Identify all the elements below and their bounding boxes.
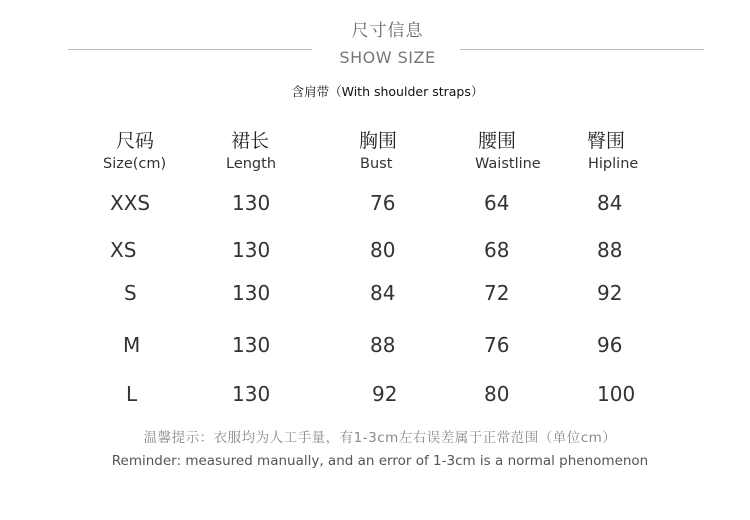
cell-hip-l: 100 — [597, 382, 636, 406]
shoulder-strap-note: 含肩带（With shoulder straps） — [291, 84, 484, 99]
header-waist-cn: 腰围 — [478, 130, 517, 152]
cell-hip-xxs: 84 — [597, 191, 623, 215]
reminder-en: Reminder: measured manually, and an error of 1-3cm is a normal phenomenon — [111, 453, 649, 469]
header-length-en: Length — [226, 156, 277, 172]
cell-size-xxs: XXS — [110, 191, 151, 215]
cell-waist-m: 76 — [484, 333, 510, 357]
header-hip-cn: 臀围 — [587, 130, 626, 152]
cell-bust-xxs: 76 — [370, 191, 396, 215]
cell-length-s: 130 — [232, 281, 271, 305]
cell-bust-m: 88 — [370, 333, 396, 357]
header-waist-en: Waistline — [475, 156, 541, 172]
page-title-cn: 尺寸信息 — [351, 21, 424, 41]
cell-length-l: 130 — [232, 382, 271, 406]
cell-hip-xs: 88 — [597, 238, 623, 262]
title-divider-right — [460, 49, 704, 50]
cell-length-m: 130 — [232, 333, 271, 357]
header-length-cn: 裙长 — [231, 130, 270, 152]
cell-length-xxs: 130 — [232, 191, 271, 215]
cell-length-xs: 130 — [232, 238, 271, 262]
header-size-cn: 尺码 — [116, 130, 155, 152]
header-bust-cn: 胸围 — [359, 130, 398, 152]
cell-size-s: S — [124, 281, 137, 305]
cell-waist-l: 80 — [484, 382, 510, 406]
cell-size-m: M — [123, 333, 141, 357]
cell-bust-l: 92 — [372, 382, 398, 406]
header-bust-en: Bust — [360, 156, 393, 172]
cell-hip-s: 92 — [597, 281, 623, 305]
cell-waist-s: 72 — [484, 281, 510, 305]
cell-bust-xs: 80 — [370, 238, 396, 262]
header-size-en: Size(cm) — [103, 156, 167, 172]
cell-hip-m: 96 — [597, 333, 623, 357]
cell-size-xs: XS — [110, 238, 137, 262]
cell-bust-s: 84 — [370, 281, 396, 305]
page-title-en: SHOW SIZE — [339, 48, 436, 67]
cell-waist-xs: 68 — [484, 238, 510, 262]
header-hip-en: Hipline — [588, 156, 639, 172]
cell-waist-xxs: 64 — [484, 191, 510, 215]
reminder-cn: 温馨提示：衣服均为人工手量，有1-3cm左右误差属于正常范围（单位cm） — [143, 430, 617, 446]
cell-size-l: L — [126, 382, 138, 406]
